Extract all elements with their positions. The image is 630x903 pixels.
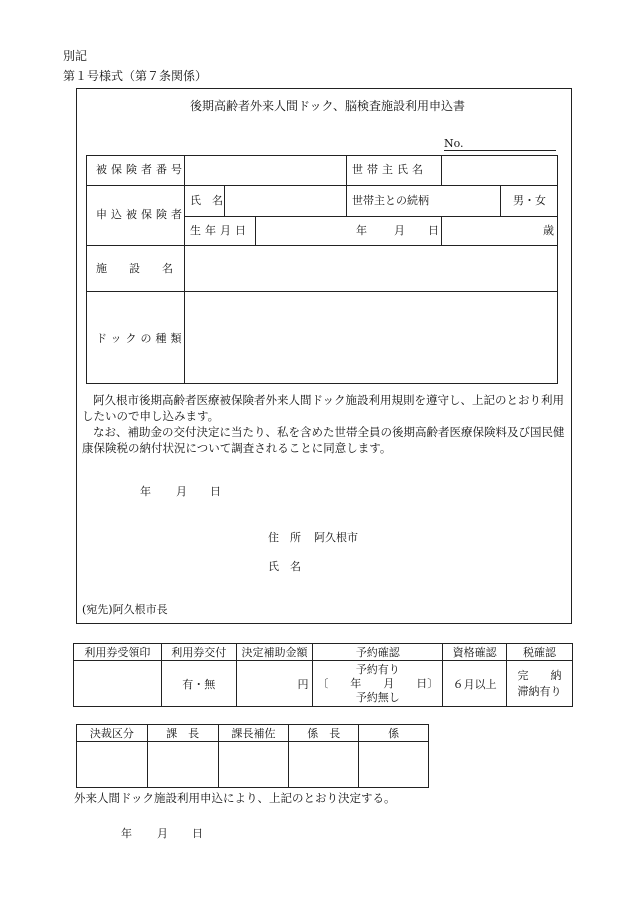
number-label: No. [444,137,464,150]
decision-statement: 外来人間ドック施設利用申込により、上記のとおり決定する。 [74,791,396,805]
age-unit-label: 歳 [543,224,554,237]
header-ticket-issue: 利用券交付 [161,644,236,661]
dock-type-label: ドックの種類 [96,332,186,345]
decision-year-label: 年 [121,827,132,840]
birth-day-label: 日 [428,224,439,237]
header-decision-category: 決裁区分 [77,725,148,742]
amount-unit: 円 [297,677,309,691]
signature-name-label: 氏 名 [268,560,301,573]
reservation-cell[interactable] [313,661,443,707]
facility-label: 施設名 [96,262,195,275]
insured-number-label: 被保険者番号 [96,163,186,176]
header-assistant-chief: 課長補佐 [218,725,289,742]
header-reservation-check: 予約確認 [313,644,443,661]
issue-options: 有・無 [182,677,216,691]
application-month-label: 月 [176,485,187,498]
header-ticket-receipt: 利用券受領印 [74,644,162,661]
address-value: 阿久根市 [314,531,358,544]
birthdate-label: 生年月日 [190,224,250,237]
header-staff: 係 [359,725,429,742]
insured-number-field[interactable] [186,157,344,184]
reservation-no: 予約無し [355,690,400,704]
agreement-paragraph: 阿久根市後期高齢者医療被保険者外来人間ドック施設利用規則を遵守し、上記のとおり利用したいので申し込みます。 [82,393,565,423]
consent-paragraph: なお、補助金の交付決定に当たり、私を含めた世帯全員の後期高齢者医療保険料及び国民健康保険税の納付状況について調査されることに同意します。 [82,425,565,455]
header-section-chief: 課 長 [147,725,218,742]
name-label: 氏 名 [190,194,223,207]
addressee: (宛先)阿久根市長 [82,603,168,616]
relation-field[interactable] [443,187,499,215]
decision-day-label: 日 [192,827,203,840]
facility-field[interactable] [186,247,556,290]
tax-overdue-option: 滞納有り [517,684,562,698]
gender-options[interactable]: 男・女 [513,194,546,207]
decision-month-label: 月 [157,827,168,840]
ticket-issue-cell[interactable] [161,661,236,707]
applicant-name-field[interactable] [226,187,344,215]
form-title: 後期高齢者外来人間ドック、脳検査施設利用申込書 [190,99,466,113]
relation-label: 世帯主との続柄 [352,194,429,207]
tax-paid-option: 完 納 [517,668,562,682]
application-year-label: 年 [140,485,151,498]
header-tax-check: 税確認 [507,644,573,661]
householder-name-field[interactable] [443,157,556,184]
form-number: 第１号様式（第７条関係） [63,69,208,83]
header-qualification-check: 資格確認 [443,644,507,661]
reservation-yes: 予約有り [355,662,400,676]
application-day-label: 日 [210,485,221,498]
section-chief-stamp-cell[interactable] [147,742,218,788]
birth-month-label: 月 [394,224,405,237]
decision-category-cell[interactable] [77,742,148,788]
ticket-receipt-stamp-cell[interactable] [74,661,162,707]
address-label: 住 所 [268,531,301,544]
qualification-value: ６月以上 [452,677,497,691]
dock-type-field[interactable] [186,293,556,383]
number-field-line[interactable] [444,150,556,151]
signature-name-field[interactable] [312,556,512,574]
unit-chief-stamp-cell[interactable] [289,742,359,788]
birth-year-label: 年 [356,224,367,237]
annex-label: 別記 [63,49,88,63]
applicant-label: 申込被保険者 [96,208,186,221]
householder-name-label: 世帯主氏名 [352,163,427,176]
subsidy-amount-cell[interactable] [236,661,313,707]
office-use-table [73,643,573,707]
header-subsidy-amount: 決定補助金額 [236,644,313,661]
qualification-cell[interactable] [443,661,507,707]
assistant-chief-stamp-cell[interactable] [218,742,289,788]
approval-table [76,724,429,788]
staff-stamp-cell[interactable] [359,742,429,788]
reservation-date: 〔 年 月 日〕 [317,676,439,690]
tax-cell[interactable] [507,661,573,707]
header-unit-chief: 係 長 [289,725,359,742]
